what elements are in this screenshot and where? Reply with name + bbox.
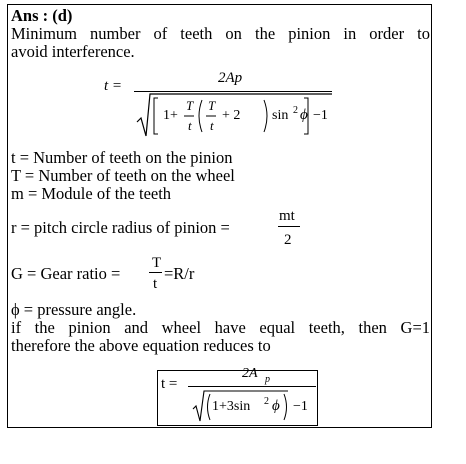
formula1-lhs: t = [104,78,123,94]
formula2-square: 2 [264,396,269,407]
gear-ratio-numerator: T [152,255,162,271]
formula2-num-subscript: p [265,374,270,385]
radius-definition: r = pitch circle radius of pinion = [11,218,230,237]
formula2-numerator: 2A [242,366,258,381]
formula1-sin: sin [272,108,289,123]
formula1-T: T [186,98,194,113]
formula2-inner: 1+3sin [212,399,251,414]
formula1-t: t [188,118,192,133]
formula2-phi: ϕ [272,398,280,414]
radius-fraction-bar [278,226,300,227]
equal-teeth-line-2: therefore the above equation reduces to [11,336,271,355]
formula1-phi: ϕ [300,107,308,123]
gear-ratio-definition: G = Gear ratio = [11,264,121,283]
formula2-lhs: t = [161,376,178,392]
answer-box [7,4,432,428]
radius-numerator: mt [279,208,295,224]
gear-ratio-fraction-bar [149,272,162,273]
gear-ratio-rest: =R/r [164,264,195,283]
formula1-minus-one: −1 [313,108,328,123]
formula1-plus-two: + 2 [222,108,241,123]
pressure-angle: ϕ = pressure angle. [11,300,137,319]
formula1-square: 2 [293,105,298,116]
intro-line-2: avoid interference. [11,42,135,61]
definition-m: m = Module of the teeth [11,184,172,203]
formula1-one-plus: 1+ [163,108,178,123]
definition-T: T = Number of teeth on the wheel [11,166,235,185]
answer-heading: Ans : (d) [11,6,73,25]
gear-ratio-denominator: t [153,276,158,292]
formula1-inner-T: T [208,98,216,113]
equal-teeth-line-1: if the pinion and wheel have equal teeth, then G=1 [11,318,430,337]
formula1-numerator: 2Ap [218,70,243,86]
formula2-minus-one: −1 [293,399,308,414]
intro-line-1: Minimum number of teeth on the pinion in order to [11,24,430,43]
formula2-fraction-bar [188,386,316,387]
formula1-inner-t: t [210,118,214,133]
radius-denominator: 2 [284,232,292,248]
definition-t: t = Number of teeth on the pinion [11,148,233,167]
